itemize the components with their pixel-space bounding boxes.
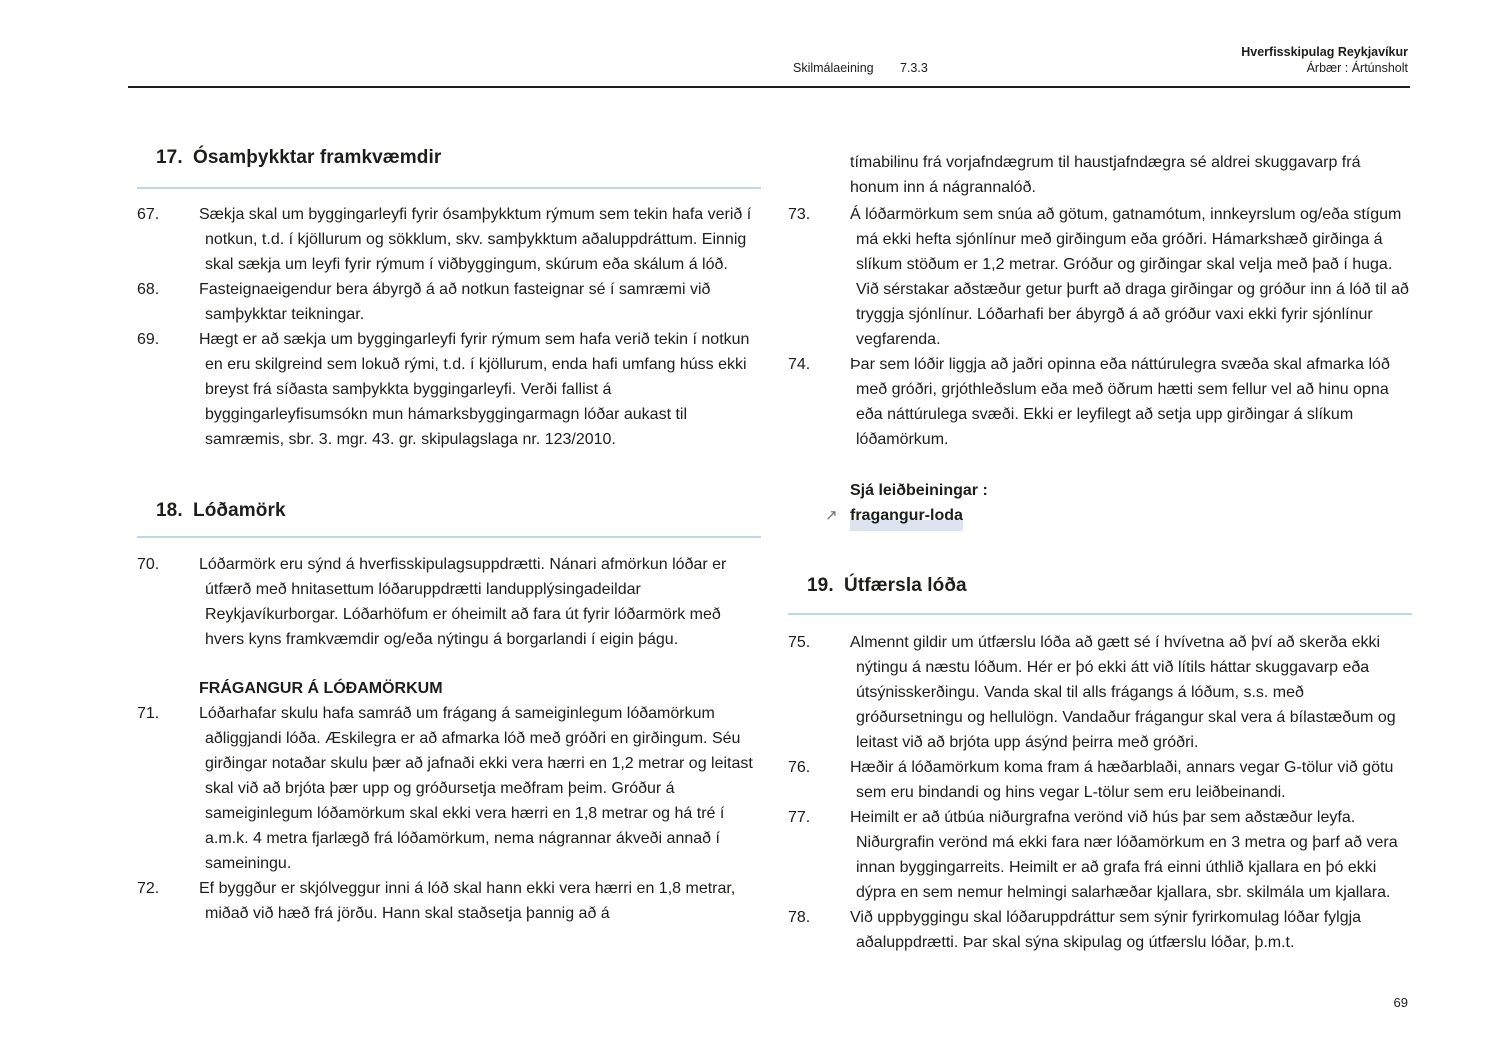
item-text: Almennt gildir um útfærslu lóða að gætt sé í hvívetna að því að skerða ekki nýtingu á næstu lóðum. Hér er þó ekki átt við lítils háttar skuggavarp eða útsýnisskerðingu. Vanda skal til alls frágangs á lóðum, s.s. með gróðursetningu og hellulögn. Vandaður frágangur skal vera á bílastæðum og leitast við að brjóta upp ásýnd þeirra með gróðri.: [850, 634, 1396, 751]
item-number: 76.: [788, 759, 811, 776]
left-column: [137, 146, 761, 926]
section-number: 17.: [156, 147, 183, 168]
item-number: 69.: [137, 331, 160, 348]
item-text: Hægt er að sækja um byggingarleyfi fyrir rýmum sem hafa verið tekin í notkun en eru skilgreind sem lokuð rými, t.d. í kjöllurum, enda hafi umfang húss ekki breyst frá síðasta samþykkta byggingarleyfi. Verði fallist á byggingarleyfisumsókn mun hámarksbyggingarmagn lóðar aukast til samræmis, sbr. 3. mgr. 43. gr. skipulagslaga nr. 123/2010.: [199, 331, 750, 448]
item-number: 74.: [788, 356, 811, 373]
list-item: [788, 630, 1412, 755]
section-heading-19: [788, 574, 1412, 598]
section-number: 18.: [156, 500, 183, 521]
list-item: [137, 701, 761, 876]
item-text: Við uppbyggingu skal lóðaruppdráttur sem sýnir fyrirkomulag lóðar fylgja aðaluppdrætti. Þar skal sýna skipulag og útfærslu lóðar, þ.m.t.: [850, 909, 1362, 951]
item-number: 75.: [788, 634, 811, 651]
org-title: Hverfisskipulag Reykjavíkur: [1241, 45, 1408, 59]
section-rule: [788, 613, 1412, 615]
list-item: [137, 277, 761, 327]
list-item: [137, 202, 761, 277]
item-text: Á lóðarmörkum sem snúa að götum, gatnamótum, innkeyrslum og/eða stígum má ekki hefta sjónlínur með girðingum eða gróðri. Hámarkshæð girðinga á slíkum stöðum er 1,2 metrar. Gróður og girðingar skal velja með það í huga. Við sérstakar aðstæður getur þurft að draga girðingar og gróður inn á lóð til að tryggja sjónlínur. Lóðarhafi ber ábyrgð á að gróður vaxi ekki fyrir sjónlínur vegfarenda.: [850, 206, 1409, 348]
guidelines-link[interactable]: fragangur-loda: [850, 503, 963, 531]
doc-type-value: 7.3.3: [900, 61, 928, 75]
subsection-heading: FRÁGANGUR Á LÓÐAMÖRKUM: [199, 680, 443, 697]
doc-type-label: Skilmálaeining: [793, 61, 874, 75]
item-number: 67.: [137, 206, 160, 223]
list-item: [137, 327, 761, 452]
item-text: Heimilt er að útbúa niðurgrafna verönd við hús þar sem aðstæður leyfa. Niðurgrafin verönd má ekki fara nær lóðamörkum en 3 metra og þarf að vera innan byggingarreits. Heimilt er að grafa frá einni úthlið kjallara en þó ekki dýpra en sem nemur helmingi salarhæðar kjallara, sbr. skilmála um kjallara.: [850, 809, 1398, 901]
list-item: [788, 805, 1412, 905]
item-number: 78.: [788, 909, 811, 926]
item-text: Þar sem lóðir liggja að jaðri opinna eða náttúrulegra svæða skal afmarka lóð með gróðri, grjóthleðslum eða með öðrum hætti sem fellur vel að hinu opna eða náttúrulega svæði. Ekki er leyfilegt að setja upp girðingar á slíkum lóðamörkum.: [850, 356, 1390, 448]
section-title: Lóðamörk: [193, 500, 286, 521]
section-heading-18: [137, 499, 761, 523]
section-title: Útfærsla lóða: [844, 575, 967, 596]
guidelines-link-row: [788, 503, 1412, 531]
list-item: [137, 552, 761, 652]
item-number: 71.: [137, 705, 160, 722]
section-number: 19.: [807, 575, 834, 596]
header-rule: [128, 86, 1410, 88]
list-item: [137, 876, 761, 926]
list-item: [788, 352, 1412, 452]
item-text: Lóðarmörk eru sýnd á hverfisskipulagsuppdrætti. Nánari afmörkun lóðar er útfærð með hnitasettum lóðaruppdrætti landupplýsingadeildar Reykjavíkurborgar. Lóðarhöfum er óheimilt að fara út fyrir lóðarmörk með hvers kyns framkvæmdir og/eða nýtingu á borgarlandi í eigin þágu.: [199, 556, 727, 648]
section-rule: [137, 187, 761, 189]
item-text: Fasteignaeigendur bera ábyrgð á að notkun fasteignar sé í samræmi við samþykktar teikningar.: [199, 281, 711, 323]
org-subtitle: Árbær : Ártúnsholt: [1306, 61, 1408, 75]
item-number: 70.: [137, 556, 160, 573]
guidelines-label: Sjá leiðbeiningar :: [850, 482, 988, 499]
list-item: [788, 755, 1412, 805]
item-text: Lóðarhafar skulu hafa samráð um frágang á sameiginlegum lóðamörkum aðliggjandi lóða. Æskilegra er að afmarka lóð með gróðri en girðingum. Séu girðingar notaðar skulu þær að jafnaði ekki vera hærri en 1,2 metrar og leitast skal við að brjóta þær upp og gróðursetja meðfram þeim. Gróður á sameiginlegum lóðamörkum skal ekki vera hærri en 1,8 metrar og há tré í a.m.k. 4 metra fjarlægð frá lóðamörkum, nema nágrannar ákveði annað í sameiningu.: [199, 705, 753, 872]
item-number: 77.: [788, 809, 811, 826]
item-text: Sækja skal um byggingarleyfi fyrir ósamþykktum rýmum sem tekin hafa verið í notkun, t.d. í kjöllurum og sökklum, skv. samþykktum aðaluppdráttum. Einnig skal sækja um leyfi fyrir rýmum í viðbyggingum, skúrum eða skálum á lóð.: [199, 206, 752, 273]
external-link-arrow-icon: ↗: [825, 507, 838, 524]
section-title: Ósamþykktar framkvæmdir: [193, 147, 442, 168]
list-item: [788, 905, 1412, 955]
item-number: 73.: [788, 206, 811, 223]
section-rule: [137, 536, 761, 538]
page-number: 69: [1393, 995, 1408, 1010]
list-item: [788, 202, 1412, 352]
section-heading-17: [137, 146, 761, 170]
right-column: [788, 150, 1412, 955]
item-continuation-text: tímabilinu frá vorjafndægrum til haustjafndægra sé aldrei skuggavarp frá honum inn á nágrannalóð.: [850, 154, 1361, 196]
item-text: Ef byggður er skjólveggur inni á lóð skal hann ekki vera hærri en 1,8 metrar, miðað við hæð frá jörðu. Hann skal staðsetja þannig að á: [199, 880, 736, 922]
item-text: Hæðir á lóðamörkum koma fram á hæðarblaði, annars vegar G-tölur við götu sem eru bindandi og hins vegar L-tölur sem eru leiðbeinandi.: [850, 759, 1394, 801]
header-org: [1241, 44, 1408, 76]
item-number: 68.: [137, 281, 160, 298]
item-number: 72.: [137, 880, 160, 897]
